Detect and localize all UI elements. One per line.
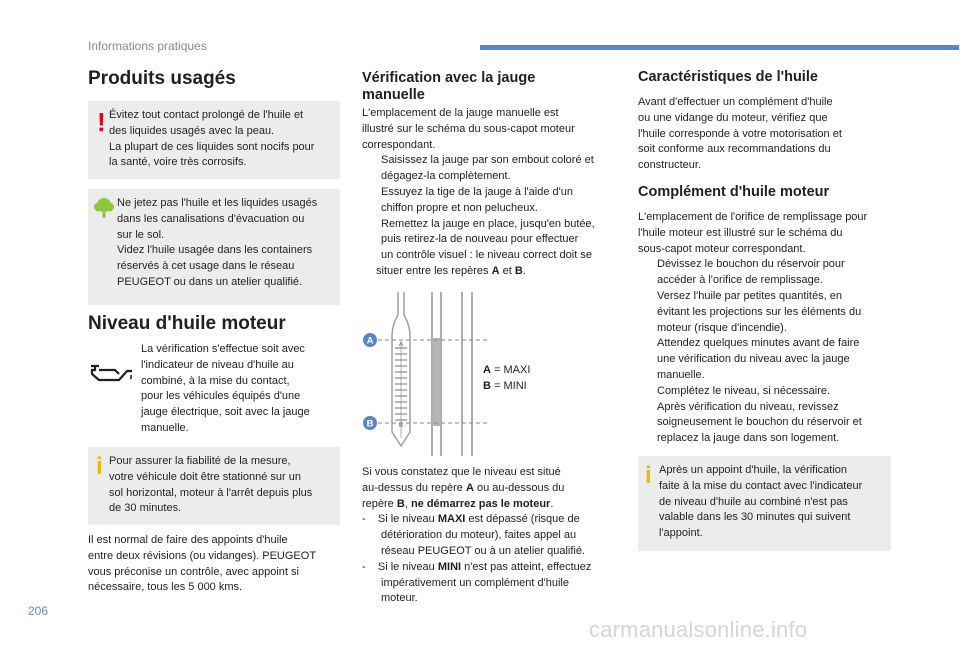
appoint-line: vous préconise un contrôle, avec appoint si [88, 565, 299, 578]
info-appoint-line: valable dans les 30 minutes qui suivent [659, 511, 851, 524]
complement-step-line: moteur (risque d'incendie). [657, 321, 787, 334]
dipstick-step-item: Essuyez la tige de la jauge à l'aide d'un [381, 185, 573, 198]
info-icon: i [645, 462, 652, 489]
page-number: 206 [28, 604, 49, 618]
watermark: carmanualsonline.info [589, 617, 808, 642]
complement-intro-line: sous-capot moteur correspondant. [638, 242, 806, 255]
dipstick-step-item: Saisissez la jauge par son embout coloré et [381, 154, 594, 167]
marker-b-label: B [366, 418, 374, 430]
appoint-text [88, 533, 346, 596]
complement-step-item: Complétez le niveau, si nécessaire. [657, 384, 831, 397]
complement-intro [638, 210, 896, 257]
complement-step-item: Versez l'huile par petites quantités, en [657, 289, 842, 302]
warning-line: la santé, voire très corrosifs. [109, 156, 247, 169]
complement-step-line: replacez la jauge dans son logement. [657, 432, 840, 445]
complement-steps [638, 257, 896, 447]
warning-line: La plupart de ces liquides sont nocifs pour [109, 140, 315, 153]
dipstick-intro [362, 106, 618, 153]
dipstick-step-item: Remettez la jauge en place, jusqu'en butée, [381, 217, 595, 230]
complement-step-item: Dévissez le bouchon du réservoir pour [657, 258, 845, 271]
info-appoint-line: Après un appoint d'huile, la vérification [659, 464, 847, 476]
warning-text [109, 108, 337, 171]
eco-line: dans les canalisations d'évacuation ou [117, 212, 305, 225]
complement-step-line: soigneusement le bouchon du réservoir et [657, 416, 862, 429]
oil-level-line: combiné, à la mise du contact, [141, 374, 290, 387]
caracteristiques-text [638, 95, 894, 174]
oil-level-line: l'indicateur de niveau d'huile au [141, 358, 294, 371]
warning-box [88, 101, 340, 179]
heading-niveau-huile: Niveau d'huile moteur [88, 313, 286, 334]
appoint-line: nécessaire, tous les 5 000 kms. [88, 581, 243, 594]
dipstick-steps [362, 153, 618, 264]
appoint-line: entre deux révisions (ou vidanges). PEUGEOT [88, 549, 317, 562]
eco-box [88, 189, 340, 305]
complement-step-item: Attendez quelques minutes avant de faire [657, 337, 860, 350]
info-line: Pour assurer la fiabilité de la mesure, [109, 455, 291, 467]
caracteristiques-line: constructeur. [638, 159, 701, 172]
dipstick-step-line: un contrôle visuel : le niveau correct doit se [381, 249, 592, 262]
complement-intro-line: L'emplacement de l'orifice de remplissage pour [638, 211, 868, 223]
header-accent-bar [480, 45, 959, 50]
dipstick-letter-a: A [398, 342, 404, 348]
info-line: sol horizontal, moteur à l'arrêt depuis plus [109, 486, 313, 499]
caracteristiques-line: l'huile corresponde à votre motorisation et [638, 127, 842, 140]
legend-maxi: A = MAXI [483, 364, 531, 376]
info-appoint-line: faite à la mise du contact avec l'indicateur [659, 479, 863, 492]
complement-step-line: une vérification du niveau avec la jauge [657, 353, 850, 366]
warning-line: des liquides usagés avec la peau. [109, 124, 275, 137]
info-line: votre véhicule doit être stationné sur un [109, 470, 302, 483]
eco-line: Ne jetez pas l'huile et les liquides usagés [117, 197, 318, 209]
section-title: Informations pratiques [88, 39, 207, 53]
level-check-text: Si vous constatez que le niveau est situé au-dessus du repère A ou au-dessous du repère B, ne démarrez pas le moteur. - Si le niveau MAXI est dépassé (risque de détérioration du moteur), faites appel au réseau PEUGEOT ou à un atelier qualifié. - Si le niveau MINI n'est pas atteint, effectuez impérativement un complément d'huile moteur. [362, 466, 592, 605]
dipstick-letter-b: B [398, 423, 404, 429]
heading-verification-jauge: Vérification avec la jauge manuelle [362, 70, 536, 103]
heading-caracteristiques: Caractéristiques de l'huile [638, 69, 818, 85]
legend-mini: B = MINI [483, 379, 527, 392]
warning-icon: ! [97, 107, 106, 137]
heading-complement: Complément d'huile moteur [638, 184, 830, 200]
info-icon: i [96, 453, 103, 480]
info-text-fiabilite [109, 454, 337, 517]
info-box-appoint [638, 456, 891, 551]
oil-level-line: jauge électrique, soit avec la jauge [141, 406, 310, 419]
dipstick-diagram [362, 290, 492, 458]
info-appoint-line: l'appoint. [659, 527, 703, 540]
complement-step-line: manuelle. [657, 368, 705, 381]
oil-can-icon [89, 362, 133, 384]
eco-line: PEUGEOT ou dans un atelier qualifié. [117, 275, 303, 288]
complement-step-line: évitant les projections sur les éléments du [657, 305, 862, 318]
oil-level-text [141, 342, 341, 437]
oil-level-line: pour les véhicules équipés d'une [141, 390, 301, 403]
oil-level-line: La vérification s'effectue soit avec [141, 343, 305, 355]
page-title-produits-usages: Produits usagés [88, 68, 236, 89]
warning-line: Évitez tout contact prolongé de l'huile et [109, 109, 304, 121]
marker-a-label: A [366, 335, 374, 347]
eco-line: Videz l'huile usagée dans les containers [117, 244, 313, 257]
info-appoint-line: de niveau d'huile au combiné n'est pas [659, 495, 848, 508]
info-line: de 30 minutes. [109, 502, 182, 515]
dipstick-step3-end: situer entre les repères A et B. [376, 264, 526, 277]
dipstick-intro-line: correspondant. [362, 138, 436, 151]
oil-level-line: manuelle. [141, 421, 189, 434]
dipstick-intro-line: illustré sur le schéma du sous-capot moteur [362, 122, 575, 135]
appoint-line: Il est normal de faire des appoints d'huile [88, 534, 288, 546]
dipstick-step-line: chiffon propre et non pelucheux. [381, 201, 538, 214]
caracteristiques-line: Avant d'effectuer un complément d'huile [638, 96, 833, 108]
eco-line: réservés à cet usage dans le réseau [117, 260, 295, 273]
complement-step-line: accéder à l'orifice de remplissage. [657, 274, 823, 287]
dipstick-intro-line: L'emplacement de la jauge manuelle est [362, 107, 559, 119]
info-box-fiabilite [88, 447, 340, 525]
complement-intro-line: l'huile moteur est illustré sur le schéma du [638, 226, 843, 239]
caracteristiques-line: soit conforme aux recommandations du [638, 143, 831, 156]
caracteristiques-line: ou une vidange du moteur, vérifiez que [638, 111, 828, 124]
info-text-appoint [659, 463, 889, 542]
dipstick-step-line: dégagez-la complètement. [381, 170, 511, 183]
eco-text [117, 196, 339, 291]
dipstick-step-line: puis retirez-la de nouveau pour effectuer [381, 233, 579, 246]
tree-icon [93, 197, 115, 219]
eco-line: sur le sol. [117, 228, 165, 241]
complement-step-item: Après vérification du niveau, revissez [657, 400, 839, 413]
